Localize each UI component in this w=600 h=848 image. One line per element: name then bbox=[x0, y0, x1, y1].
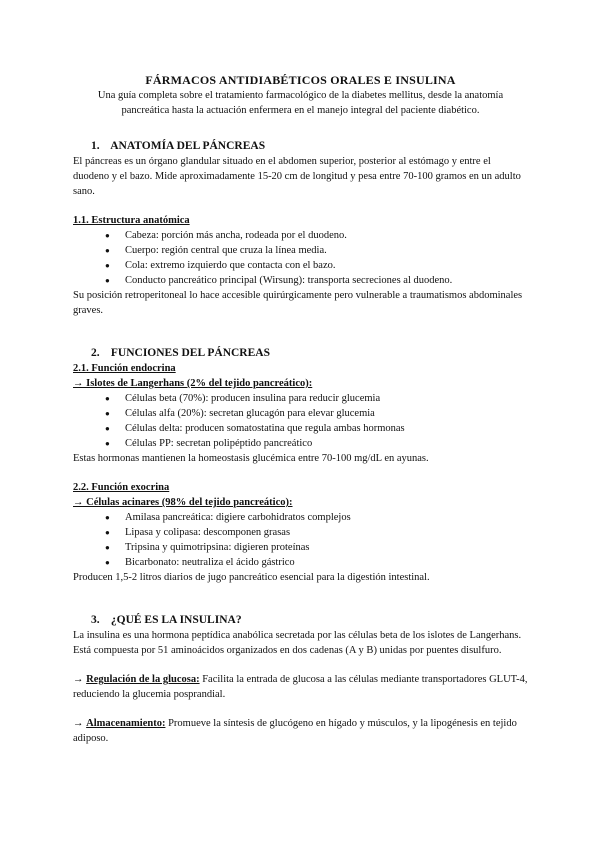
subsection-2-2-heading: 2.2. Función exocrina bbox=[73, 482, 170, 493]
section-3-number: 3. bbox=[91, 614, 100, 626]
anatomy-bullet-list bbox=[73, 228, 528, 288]
islets-label: → Islotes de Langerhans (2% del tejido pancreático): bbox=[73, 378, 313, 389]
list-item: ● Células beta (70%): producen insulina para reducir glucemia bbox=[105, 391, 528, 406]
list-item: ● Células PP: secretan polipéptido pancreático bbox=[105, 436, 528, 451]
acinar-label: → Células acinares (98% del tejido pancreático): bbox=[73, 497, 293, 508]
section-3-heading bbox=[73, 613, 528, 628]
arrow-glyph: → bbox=[73, 718, 84, 729]
arrow-glyph: → bbox=[73, 674, 84, 685]
document-page bbox=[73, 72, 528, 746]
section-2-heading bbox=[73, 346, 528, 361]
exocrine-bullet-list bbox=[73, 510, 528, 570]
list-item: ● Cabeza: porción más ancha, rodeada por el duodeno. bbox=[105, 228, 528, 243]
section-1-outro: Su posición retroperitoneal lo hace accesible quirúrgicamente pero vulnerable a traumatismos abdominales graves. bbox=[73, 290, 523, 316]
endocrine-outro: Estas hormonas mantienen la homeostasis glucémica entre 70-100 mg/dL en ayunas. bbox=[73, 453, 429, 464]
list-item: ● Células alfa (20%): secretan glucagón para elevar glucemia bbox=[105, 406, 528, 421]
section-3-intro: La insulina es una hormona peptídica anabólica secretada por las células beta de los islotes de Langerhans. Está compuesta por 51 aminoácidos organizados en dos cadenas (A y B) unidas por puentes disulfuro. bbox=[73, 630, 522, 656]
section-2-title: FUNCIONES DEL PÁNCREAS bbox=[110, 347, 270, 359]
section-1-number: 1. bbox=[91, 140, 100, 152]
glucose-regulation-text: Facilita la entrada de glucosa a las células mediante transportadores GLUT-4, reduciendo la glucemia posprandial. bbox=[73, 674, 528, 700]
list-item: ● Bicarbonato: neutraliza el ácido gástrico bbox=[105, 555, 528, 570]
list-item: ● Amilasa pancreática: digiere carbohidratos complejos bbox=[105, 510, 528, 525]
glucose-regulation-label: Regulación de la glucosa: bbox=[86, 674, 200, 685]
islets-heading bbox=[73, 376, 528, 391]
section-2-number: 2. bbox=[91, 347, 100, 359]
subsection-1-1-heading: 1.1. Estructura anatómica bbox=[73, 215, 190, 226]
endocrine-bullet-list bbox=[73, 391, 528, 451]
list-item: ● Células delta: producen somatostatina que regula ambas hormonas bbox=[105, 421, 528, 436]
section-1-intro: El páncreas es un órgano glandular situado en el abdomen superior, posterior al estómago y entre el duodeno y el bazo. Mide aproximadamente 15-20 cm de longitud y pesa entre 70-100 gramos en un adulto sano. bbox=[73, 156, 521, 197]
document-title: FÁRMACOS ANTIDIABÉTICOS ORALES E INSULINA bbox=[145, 73, 456, 87]
storage-text: Promueve la síntesis de glucógeno en hígado y músculos, y la lipogénesis en tejido adiposo. bbox=[73, 718, 517, 744]
exocrine-outro: Producen 1,5-2 litros diarios de jugo pancreático esencial para la digestión intestinal. bbox=[73, 572, 430, 583]
section-3-title: ¿QUÉ ES LA INSULINA? bbox=[110, 614, 242, 626]
list-item: ● Lipasa y colipasa: descomponen grasas bbox=[105, 525, 528, 540]
storage-paragraph bbox=[73, 716, 528, 746]
section-1-title: ANATOMÍA DEL PÁNCREAS bbox=[110, 140, 266, 152]
document-subtitle: Una guía completa sobre el tratamiento farmacológico de la diabetes mellitus, desde la anatomía pancreática hasta la actuación enfermera en el manejo integral del paciente diabético. bbox=[97, 90, 504, 116]
glucose-regulation-paragraph bbox=[73, 672, 528, 702]
list-item: ● Cuerpo: región central que cruza la línea media. bbox=[105, 243, 528, 258]
list-item: ● Tripsina y quimotripsina: digieren proteínas bbox=[105, 540, 528, 555]
acinar-heading bbox=[73, 495, 528, 510]
list-item: ● Conducto pancreático principal (Wirsung): transporta secreciones al duodeno. bbox=[105, 273, 528, 288]
list-item: ● Cola: extremo izquierdo que contacta con el bazo. bbox=[105, 258, 528, 273]
section-1-heading bbox=[73, 139, 528, 154]
subsection-2-1-heading: 2.1. Función endocrina bbox=[73, 363, 176, 374]
storage-label: Almacenamiento: bbox=[86, 718, 166, 729]
